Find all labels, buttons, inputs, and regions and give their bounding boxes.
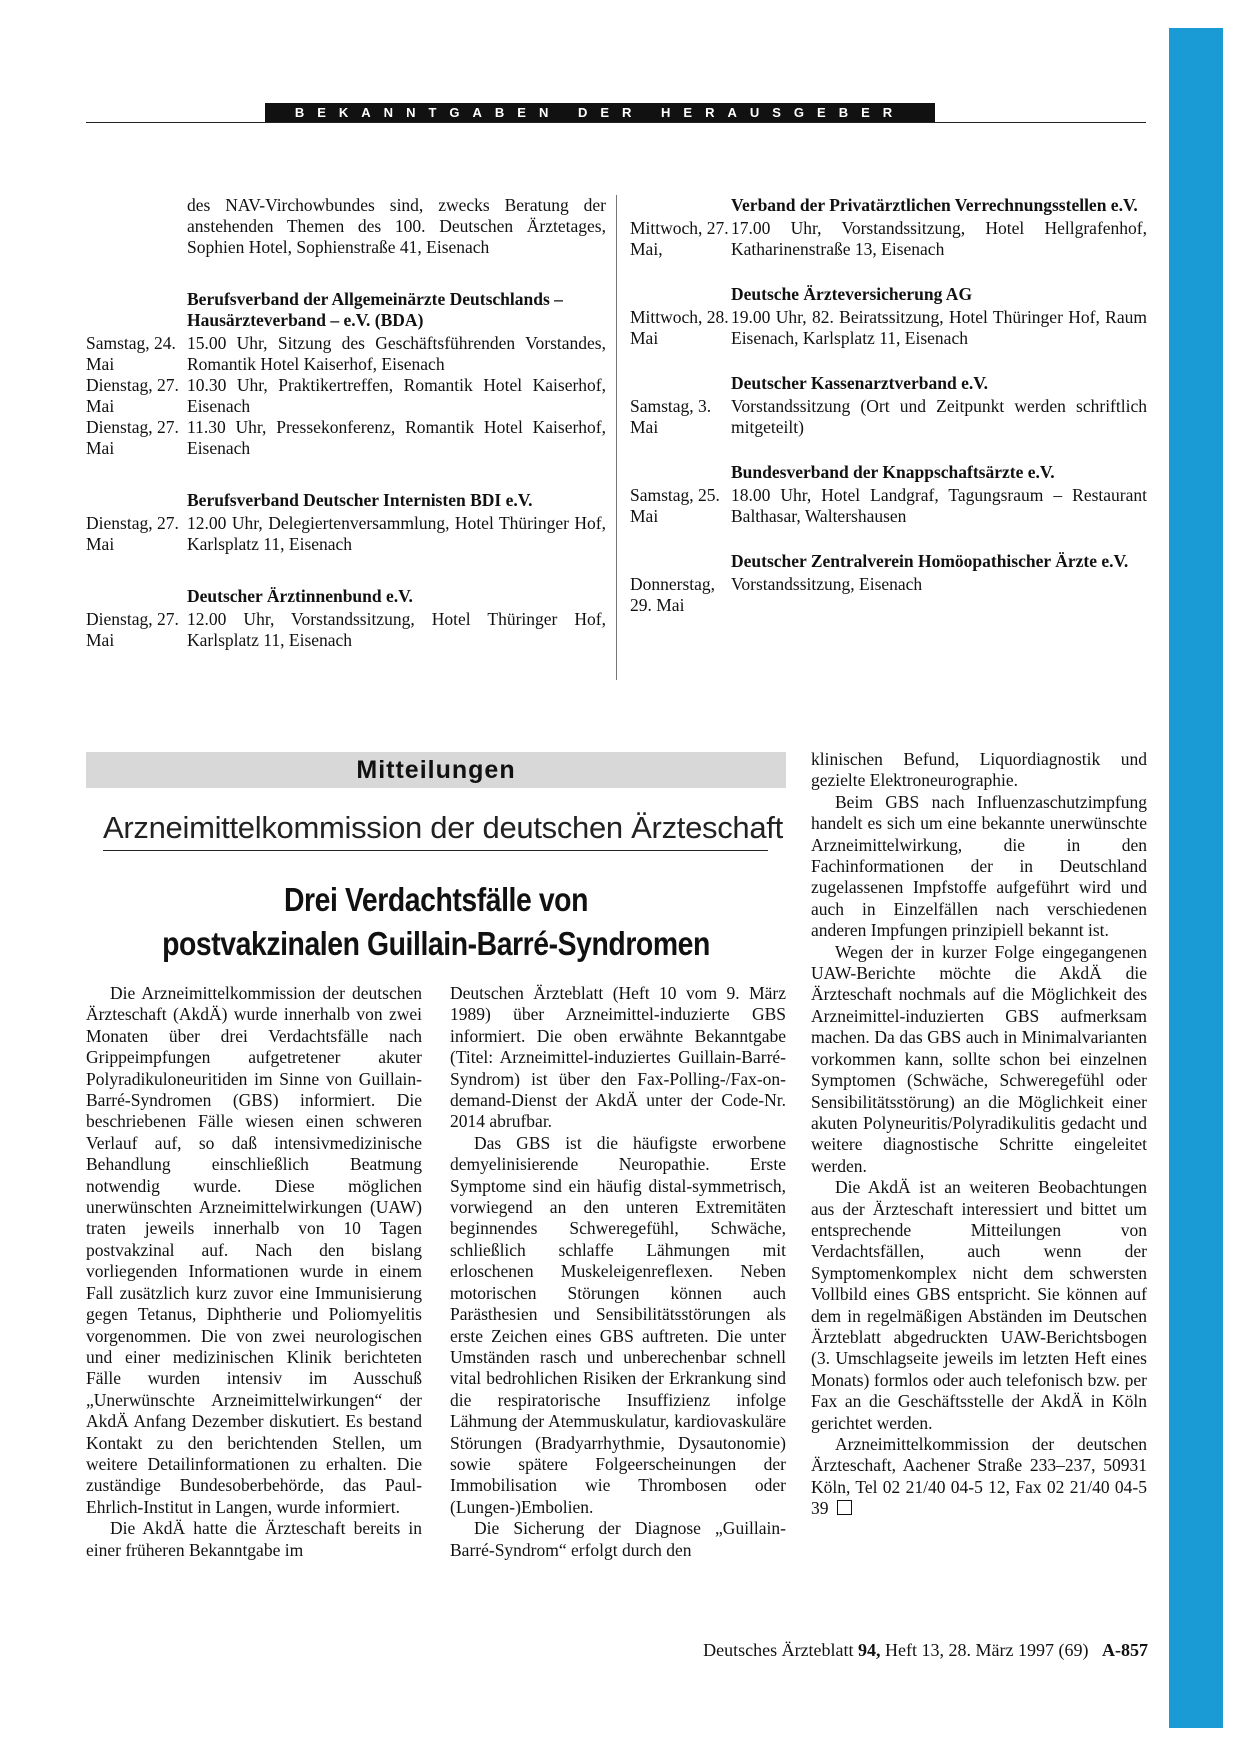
event-text: Vorstandssitzung (Ort und Zeitpunkt werden schriftlich mitgeteilt)	[731, 396, 1147, 437]
org-heading: Bundesverband der Knappschaftsärzte e.V.	[731, 462, 1055, 482]
volume-number: 94,	[858, 1640, 881, 1660]
page-footer	[600, 1640, 1148, 1661]
event-entry	[630, 218, 1147, 260]
announcements-left-column	[86, 195, 606, 651]
org-heading: Deutscher Zentralverein Homöopathischer Ärzte e.V.	[731, 551, 1129, 571]
intro-text: des NAV-Virchowbundes sind, zwecks Beratung der anstehenden Themen des 100. Deutschen Ärztetages, Sophien Hotel, Sophienstraße 41, Eisenach	[187, 195, 606, 257]
announcements-right-column	[630, 195, 1147, 616]
event-date: Dienstag, 27. Mai	[86, 375, 179, 416]
event-entry	[630, 574, 1147, 616]
event-entry	[86, 513, 606, 555]
event-entry	[86, 609, 606, 651]
event-date: Donnerstag, 29. Mai	[630, 574, 716, 615]
contact-address: Arzneimittelkommission der deutschen Ärzteschaft, Aachener Straße 233–237, 50931 Köln, Tel 02 21/40 04-5 12, Fax 02 21/40 04-5 39	[811, 1434, 1147, 1519]
paragraph: Deutschen Ärzteblatt (Heft 10 vom 9. März 1989) über Arzneimittel-induzierte GBS informiert. Die oben erwähnte Bekanntgabe (Titel: Arzneimittel-induziertes Guillain-Barré-Syndrom) ist über den Fax-Polling-/Fax-on-demand-Dienst der AkdÄ unter der Code-Nr. 2014 abrufbar.	[450, 983, 786, 1132]
paragraph: Das GBS ist die häufigste erworbene demyelinisierende Neuropathie. Erste Symptome sind ein häufig distal-symmetrisch, vorwiegend an den unteren Extremitäten beginnendes Schweregefühl, Schwäche, schließlich schlaffe Lähmungen mit erloschenen Muskeleigenreflexen. Neben motorischen Störungen können auch Parästhesien und Sensibilitätsstörungen als erste Zeichen eines GBS auftreten. Die unter Umständen rasch und unberechenbar schnell vital bedrohlichen Risiken der Erkrankung sind die respiratorische Insuffizienz infolge Lähmung der Atemmuskulatur, kardiovaskuläre Störungen (Bradyarrhythmie, Dysautonomie) sowie spätere Folgeerscheinungen der Immobilisation wie Thrombosen oder (Lungen-)Embolien.	[450, 1132, 786, 1517]
event-text: 17.00 Uhr, Vorstandssitzung, Hotel Hellgrafenhof, Katharinenstraße 13, Eisenach	[731, 218, 1147, 259]
issue-info: Heft 13, 28. März 1997 (69)	[885, 1640, 1089, 1660]
headline-line-1: Drei Verdachtsfälle von	[283, 881, 588, 918]
event-text: 18.00 Uhr, Hotel Landgraf, Tagungsraum – Restaurant Balthasar, Waltershausen	[731, 485, 1147, 526]
section-banner: BEKANNTGABEN DER HERAUSGEBER	[265, 103, 935, 122]
article-column-2	[450, 983, 786, 1561]
event-date: Dienstag, 27. Mai	[86, 609, 179, 650]
event-date: Samstag, 25. Mai	[630, 485, 720, 526]
headline-line-2: postvakzinalen Guillain-Barré-Syndromen	[162, 925, 710, 962]
event-entry	[630, 307, 1147, 349]
intro-entry	[86, 195, 606, 258]
contact-paragraph	[811, 1434, 1147, 1520]
journal-name: Deutsches Ärzteblatt	[703, 1640, 854, 1660]
article-column-3	[811, 749, 1147, 1520]
event-text: 19.00 Uhr, 82. Beiratssitzung, Hotel Thüringer Hof, Raum Eisenach, Karlsplatz 11, Eisenach	[731, 307, 1147, 348]
org-heading: Berufsverband Deutscher Internisten BDI e.V.	[187, 490, 533, 510]
paragraph: Die AkdÄ ist an weiteren Beobachtungen aus der Ärzteschaft interessiert und bittet um entsprechende Mitteilungen von Verdachtsfällen, auch wenn der Symptomenkomplex nicht dem schwersten Vollbild eines GBS entspricht. Sie können auf dem in regelmäßigen Abständen im Deutschen Ärzteblatt abgedruckten UAW-Berichtsbogen (3. Umschlagseite jeweils im letzten Heft eines Monats) formlos oder auch telefonisch bzw. per Fax an die Geschäftsstelle der AkdÄ in Köln gerichtet werden.	[811, 1177, 1147, 1433]
event-text: 12.00 Uhr, Delegiertenversammlung, Hotel Thüringer Hof, Karlsplatz 11, Eisenach	[187, 513, 606, 554]
end-mark-icon	[837, 1500, 852, 1515]
event-text: 15.00 Uhr, Sitzung des Geschäftsführenden Vorstandes, Romantik Hotel Kaiserhof, Eisenach	[187, 333, 606, 374]
event-date: Samstag, 24. Mai	[86, 333, 176, 374]
event-text: 12.00 Uhr, Vorstandssitzung, Hotel Thüringer Hof, Karlsplatz 11, Eisenach	[187, 609, 606, 650]
event-entry	[86, 417, 606, 459]
event-text: Vorstandssitzung, Eisenach	[731, 574, 923, 594]
page-number: A-857	[1102, 1640, 1148, 1660]
org-heading: Deutscher Kassenarztverband e.V.	[731, 373, 988, 393]
org-heading: Berufsverband der Allgemeinärzte Deutschlands – Hausärzteverband – e.V. (BDA)	[187, 289, 563, 330]
event-date: Dienstag, 27. Mai	[86, 513, 179, 554]
event-text: 10.30 Uhr, Praktikertreffen, Romantik Hotel Kaiserhof, Eisenach	[187, 375, 606, 416]
event-date: Samstag, 3. Mai	[630, 396, 712, 437]
event-entry	[86, 333, 606, 375]
org-heading: Deutsche Ärzteversicherung AG	[731, 284, 973, 304]
department-heading: Arzneimittelkommission der deutschen Ärzteschaft	[103, 808, 768, 851]
paragraph: Beim GBS nach Influenzaschutzimpfung handelt es sich um eine bekannte unerwünschte Arzneimittelwirkung, die in den Fachinformationen der in Deutschland zugelassenen Impfstoffe aufgeführt wird und auch in Einzelfällen nach verschiedenen anderen Impfungen prinzipiell bekannt ist.	[811, 791, 1147, 941]
article-column-1	[86, 983, 422, 1561]
org-heading: Deutscher Ärztinnenbund e.V.	[187, 586, 413, 606]
paragraph: klinischen Befund, Liquordiagnostik und gezielte Elektroneurographie.	[811, 749, 1147, 791]
event-date: Mittwoch, 27. Mai,	[630, 218, 729, 259]
event-date: Mittwoch, 28. Mai	[630, 307, 729, 348]
header-rule	[86, 122, 1146, 123]
event-entry	[630, 485, 1147, 527]
event-entry	[630, 396, 1147, 438]
event-text: 11.30 Uhr, Pressekonferenz, Romantik Hotel Kaiserhof, Eisenach	[187, 417, 606, 458]
paragraph: Wegen der in kurzer Folge eingegangenen UAW-Berichte möchte die AkdÄ die Ärzteschaft nochmals auf die Möglichkeit des Arzneimittel-induzierten GBS aufmerksam machen. Da das GBS auch in Minimalvarianten vorkommen kann, sollte schon bei einzelnen Symptomen (Schwäche, Schweregefühl oder Sensibilitätsstörung) an die Möglichkeit einer akuten Polyneuritis/Polyradikulitis gedacht und weitere diagnostische Schritte eingeleitet werden.	[811, 941, 1147, 1176]
paragraph: Die AkdÄ hatte die Ärzteschaft bereits in einer früheren Bekanntgabe im	[86, 1518, 422, 1560]
paragraph: Die Sicherung der Diagnose „Guillain-Barré-Syndrom“ erfolgt durch den	[450, 1518, 786, 1560]
paragraph: Die Arzneimittelkommission der deutschen Ärzteschaft (AkdÄ) wurde innerhalb von zwei Monaten über drei Verdachtsfälle nach Grippeimpfungen aufgetretener akuter Polyradikuloneuritiden im Sinne von Guillain-Barré-Syndromen (GBS) informiert. Die beschriebenen Fälle wiesen einen schweren Verlauf auf, so daß intensivmedizinische Behandlung einschließlich Beatmung notwendig wurde. Diese möglichen unerwünschten Arzneimittelwirkungen (UAW) traten jeweils innerhalb von 10 Tagen postvakzinal auf. Nach den bislang vorliegenden Informationen wurde in einem Fall zusätzlich kurz zuvor eine Immunisierung gegen Tetanus, Diphtherie und Poliomyelitis vorgenommen. Die von zwei neurologischen und einer medizinischen Klinik berichteten Fälle wurden intensiv im Ausschuß „Unerwünschte Arzneimittelwirkungen“ der AkdÄ Anfang Dezember diskutiert. Es bestand Kontakt zu den berichtenden Stellen, um weitere Detailinformationen zu erhalten. Die zuständige Bundesoberbehörde, das Paul-Ehrlich-Institut in Langen, wurde informiert.	[86, 983, 422, 1517]
column-divider	[616, 195, 617, 680]
color-edge-bar	[1169, 28, 1223, 1728]
event-date: Dienstag, 27. Mai	[86, 417, 179, 458]
org-heading: Verband der Privatärztlichen Verrechnungsstellen e.V.	[731, 195, 1138, 215]
article-headline	[135, 878, 737, 966]
section-heading: Mitteilungen	[86, 752, 786, 788]
event-entry	[86, 375, 606, 417]
